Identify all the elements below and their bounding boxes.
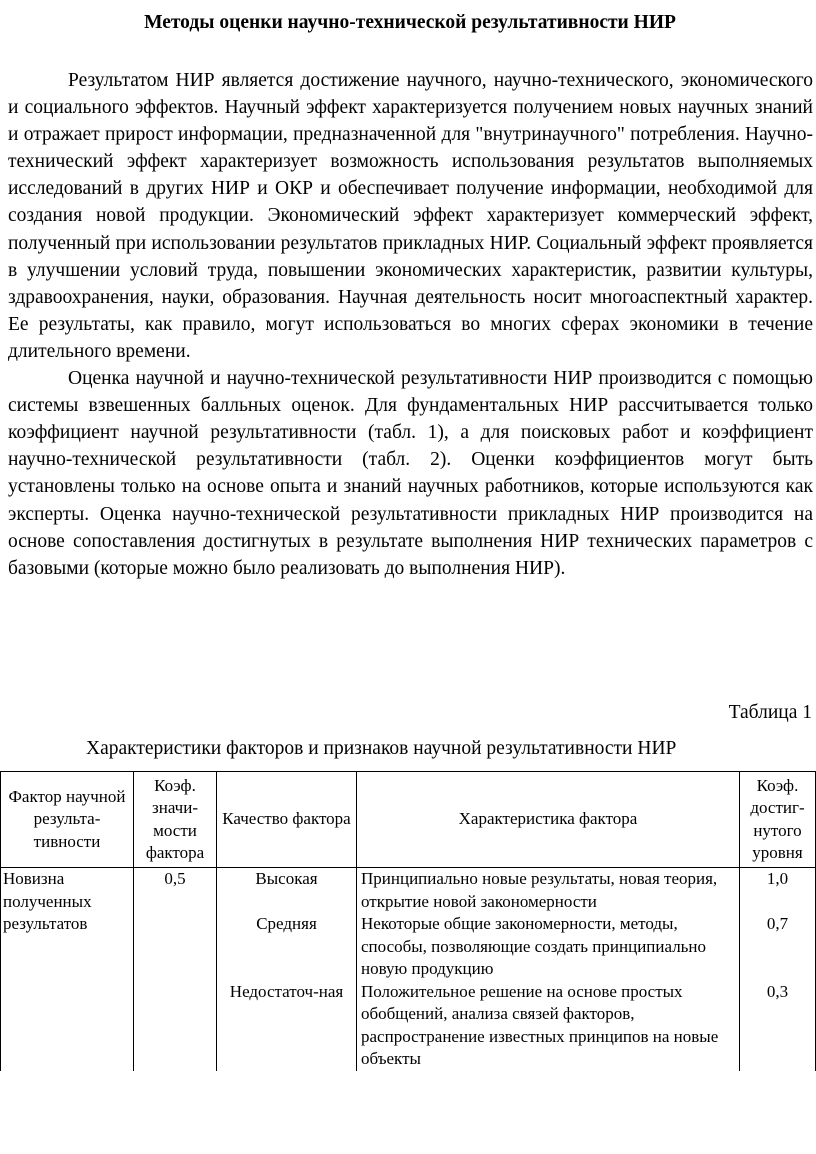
factors-table xyxy=(0,771,816,1071)
level-cell: 0,7 xyxy=(740,913,816,981)
header-quality: Качество фактора xyxy=(217,772,357,868)
quality-cell: Средняя xyxy=(217,913,357,981)
table-caption: Характеристики факторов и признаков научной результативности НИР xyxy=(86,738,677,759)
header-factor: Фактор научной результа-тивности xyxy=(1,772,134,868)
description-cell: Положительное решение на основе простых обобщений, анализа связей факторов, распространение известных принципов на новые объекты xyxy=(357,981,740,1071)
quality-cell: Высокая xyxy=(217,868,357,914)
level-cell: 1,0 xyxy=(740,868,816,914)
description-cell: Некоторые общие закономерности, методы, способы, позволяющие создать принципиально новую продукцию xyxy=(357,913,740,981)
quality-cell: Недостаточ-ная xyxy=(217,981,357,1071)
header-significance: Коэф. значи-мости фактора xyxy=(134,772,217,868)
description-cell: Принципиально новые результаты, новая теория, открытие новой закономерности xyxy=(357,868,740,914)
header-description: Характеристика фактора xyxy=(357,772,740,868)
table-row xyxy=(1,868,816,914)
paragraph-results: Результатом НИР является достижение научного, научно-технического, экономического и социального эффектов. Научный эффект характеризуется получением новых научных знаний и отражает прирост информации, предназначенной для "внутринаучного" потребления. Научно-технический эффект характеризует возможность использования результатов выполняемых исследований в других НИР и ОКР и обеспечивает получение информации, необходимой для создания новой продукции. Экономический эффект характеризует коммерческий эффект, полученный при использовании результатов прикладных НИР. Социальный эффект проявляется в улучшении условий труда, повышении экономических характеристик, развитии культуры, здравоохранения, науки, образования. Научная деятельность носит многоаспектный характер. Ее результаты, как правило, могут использоваться во многих сферах экономики в течение длительного времени. xyxy=(8,70,813,362)
table-header-row xyxy=(1,772,816,868)
factor-name-cell: Новизна полученных результатов xyxy=(1,868,134,1071)
significance-cell: 0,5 xyxy=(134,868,217,1071)
document-title: Методы оценки научно-технической результативности НИР xyxy=(144,12,676,33)
header-level: Коэф. достиг-нутого уровня xyxy=(740,772,816,868)
table-label: Таблица 1 xyxy=(728,702,812,723)
level-cell: 0,3 xyxy=(740,981,816,1071)
paragraph-evaluation: Оценка научной и научно-технической результативности НИР производится с помощью системы взвешенных балльных оценок. Для фундаментальных НИР рассчитывается только коэффициент научной результативности (табл. 1), а для поисковых работ и коэффициент научно-технической результативности (табл. 2). Оценки коэффициентов могут быть установлены только на основе опыта и знаний научных работников, которые используются как эксперты. Оценка научно-технической результативности прикладных НИР производится на основе сопоставления достигнутых в результате выполнения НИР технических параметров с базовыми (которые можно было реализовать до выполнения НИР). xyxy=(8,368,813,579)
body-text xyxy=(8,67,813,582)
